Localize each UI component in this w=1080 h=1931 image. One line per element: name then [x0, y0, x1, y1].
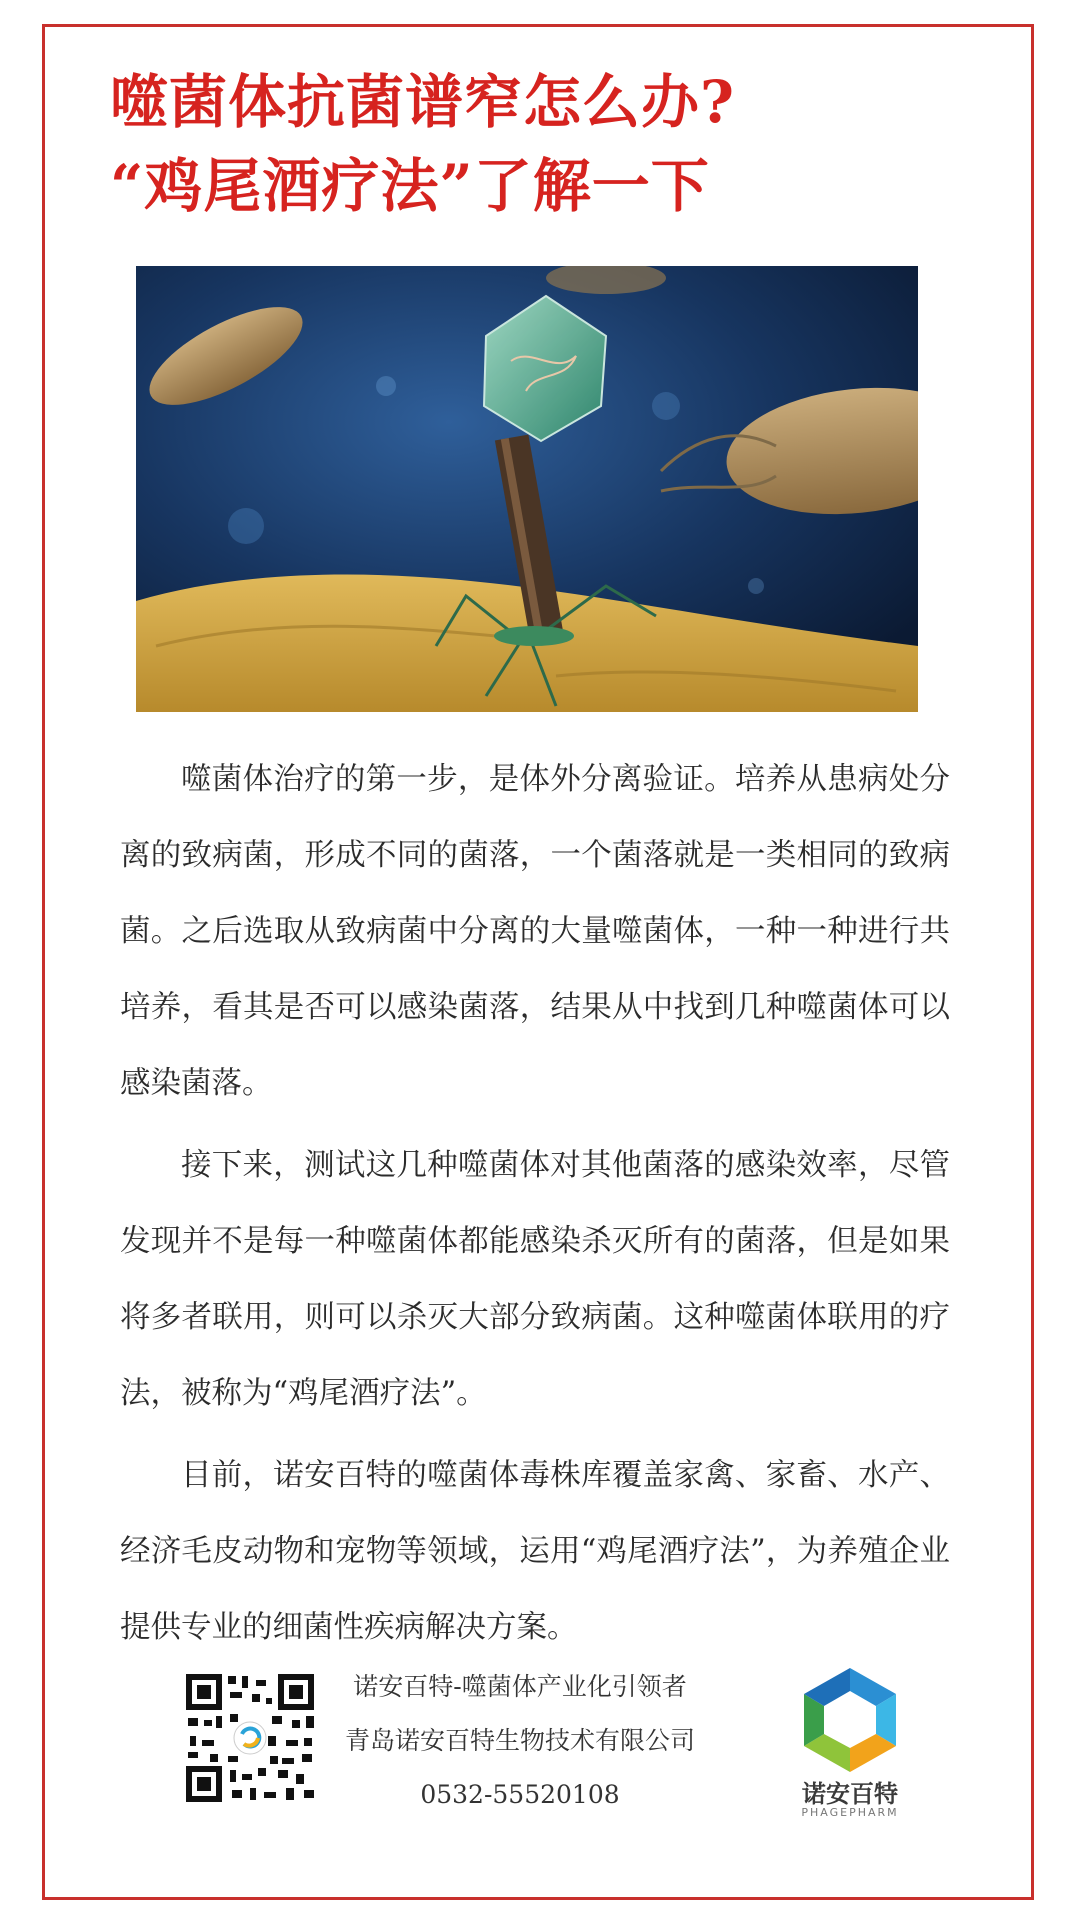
bacteriophage-illustration: [136, 266, 918, 712]
company-logo: [780, 1664, 920, 1824]
paragraph-2: 接下来，测试这几种噬菌体对其他菌落的感染效率，尽管发现并不是每一种噬菌体都能感染杀灭所有的菌落，但是如果将多者联用，则可以杀灭大部分致病菌。这种噬菌体联用的疗法，被称为“鸡尾酒疗法”。: [120, 1148, 950, 1411]
phone-number: 0532-55520108: [420, 1780, 620, 1809]
logo-name: 诺安百特: [802, 1780, 898, 1808]
company-slogan: 诺安百特-噬菌体产业化引领者: [353, 1672, 687, 1701]
article-body: [120, 742, 950, 1672]
paragraph-3: 目前，诺安百特的噬菌体毒株库覆盖家禽、家畜、水产、经济毛皮动物和宠物等领域，运用“鸡尾酒疗法”，为养殖企业提供专业的细菌性疾病解决方案。: [120, 1458, 950, 1645]
qr-code-icon: [182, 1670, 318, 1806]
company-name: 青岛诺安百特生物技术有限公司: [344, 1726, 695, 1755]
contact-info: [335, 1660, 705, 1822]
title-line-1: 噬菌体抗菌谱窄怎么办?: [110, 68, 735, 136]
article-title: [110, 60, 970, 228]
footer: [120, 1660, 960, 1830]
hexagon-g-logo-icon: [780, 1664, 920, 1774]
logo-subtitle: PHAGEPHARM: [801, 1806, 899, 1819]
paragraph-1: 噬菌体治疗的第一步，是体外分离验证。培养从患病处分离的致病菌，形成不同的菌落，一个菌落就是一类相同的致病菌。之后选取从致病菌中分离的大量噬菌体，一种一种进行共培养，看其是否可以感染菌落，结果从中找到几种噬菌体可以感染菌落。: [120, 762, 950, 1101]
title-line-2: “鸡尾酒疗法”了解一下: [110, 152, 710, 220]
